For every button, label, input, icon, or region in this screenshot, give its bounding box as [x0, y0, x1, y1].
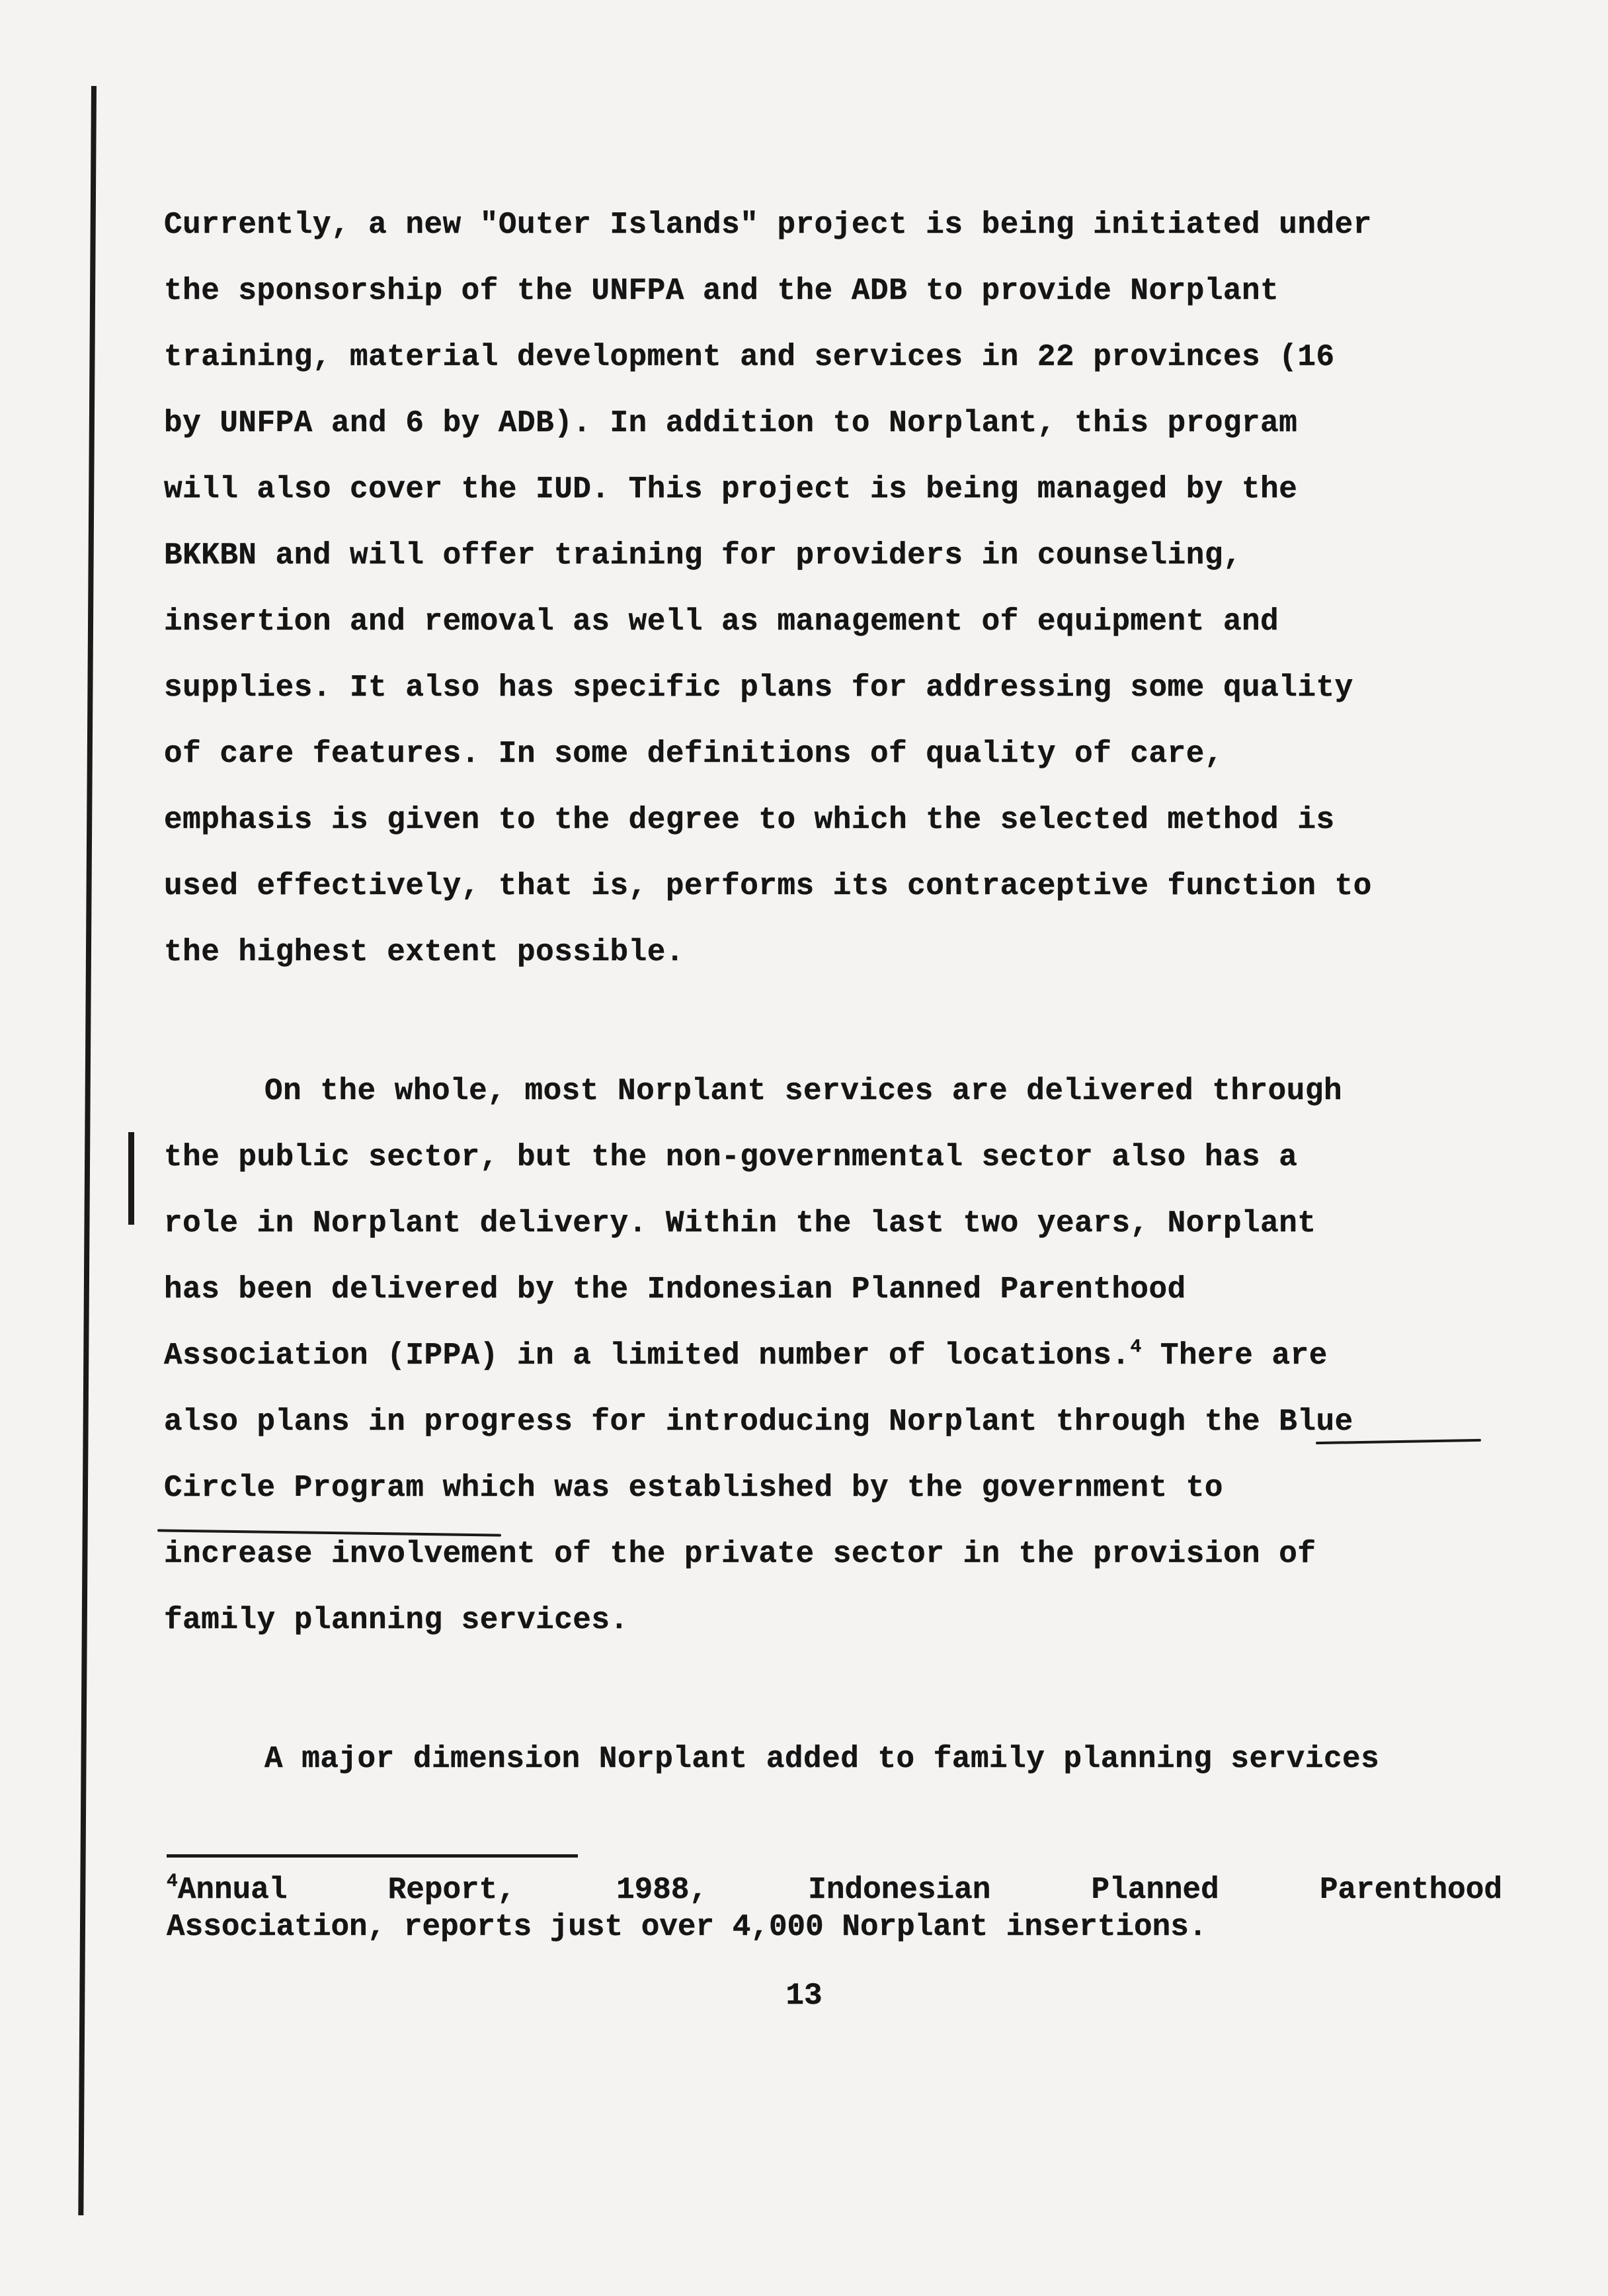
paragraph-line — [164, 1323, 1506, 1389]
paragraph-line: has been delivered by the Indonesian Planned Parenthood — [164, 1272, 1186, 1307]
footnote-word: Parenthood — [1319, 1873, 1502, 1907]
paragraph-line: by UNFPA and 6 by ADB). In addition to Norplant, this program — [164, 406, 1298, 440]
paragraph-line: Currently, a new "Outer Islands" project is being initiated under — [164, 208, 1372, 242]
footnote — [167, 1871, 1502, 1946]
footnote-word: Indonesian — [808, 1873, 991, 1907]
paragraph-line: the highest extent possible. — [164, 935, 684, 969]
paragraph-line: the sponsorship of the UNFPA and the ADB to provide Norplant — [164, 274, 1279, 308]
paragraph-line: the public sector, but the non-governmental sector also has a — [164, 1140, 1298, 1174]
paragraph-line: family planning services. — [164, 1603, 629, 1637]
paragraph-line: will also cover the IUD. This project is being managed by the — [164, 472, 1298, 507]
paragraph-3 — [164, 1726, 1506, 1792]
paragraph-line: role in Norplant delivery. Within the last two years, Norplant — [164, 1206, 1316, 1241]
footnote-line — [167, 1871, 1502, 1908]
paragraph-1 — [164, 192, 1506, 985]
paragraph-line: supplies. It also has specific plans for addressing some quality — [164, 671, 1353, 705]
footnote-word: Planned — [1091, 1873, 1219, 1907]
page-number: 13 — [785, 1979, 823, 2013]
paragraph-text: There are — [1141, 1338, 1328, 1373]
paragraph-line: used effectively, that is, performs its contraceptive function to — [164, 869, 1372, 903]
footnote-line: Association, reports just over 4,000 Norplant insertions. — [167, 1910, 1207, 1944]
footnote-word: 1988, — [616, 1873, 708, 1907]
paragraph-line: insertion and removal as well as management of equipment and — [164, 604, 1279, 639]
footnote-reference: 4 — [1130, 1337, 1142, 1358]
paragraph-line: emphasis is given to the degree to which the selected method is — [164, 803, 1335, 837]
footnote-marker: 4 — [167, 1871, 178, 1892]
paragraph-line: also plans in progress for introducing Norplant through the Blue — [164, 1405, 1353, 1439]
paragraph-line: training, material development and services in 22 provinces (16 — [164, 340, 1335, 374]
paragraph-line: Circle Program which was established by the government to — [164, 1471, 1223, 1505]
change-bar — [128, 1132, 134, 1225]
paragraph-line: of care features. In some definitions of quality of care, — [164, 737, 1223, 771]
paragraph-line: BKKBN and will offer training for providers in counseling, — [164, 538, 1242, 573]
paragraph-text: Association (IPPA) in a limited number of locations. — [164, 1338, 1131, 1373]
footnote-word: Report, — [387, 1873, 516, 1907]
paragraph-2 — [164, 1058, 1506, 1653]
paragraph-line: increase involvement of the private sector in the provision of — [164, 1537, 1316, 1571]
paragraph-line: A major dimension Norplant added to family planning services — [264, 1742, 1380, 1776]
margin-rule — [78, 86, 97, 2215]
footnote-separator — [167, 1854, 578, 1858]
footnote-word: $^4$Annual — [167, 1871, 288, 1907]
paragraph-line: On the whole, most Norplant services are delivered through — [264, 1074, 1343, 1108]
